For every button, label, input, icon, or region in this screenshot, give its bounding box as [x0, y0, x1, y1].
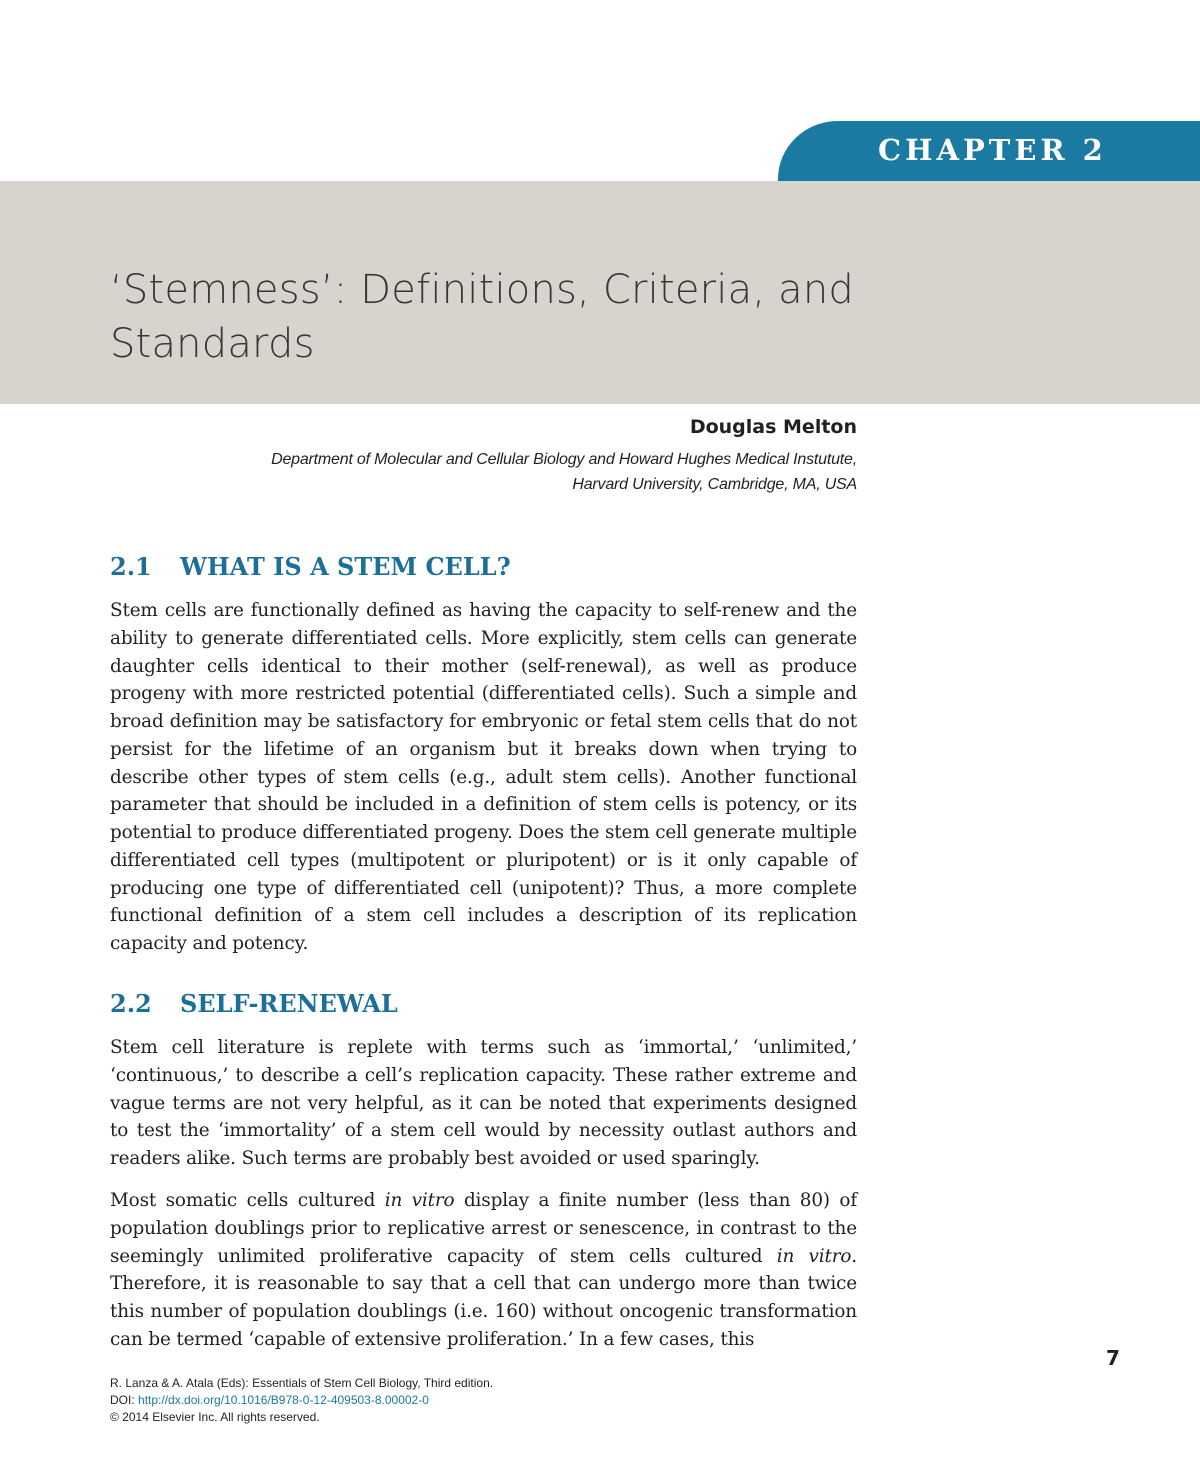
body-paragraph-in-vitro — [110, 1187, 857, 1354]
section-title: WHAT IS A STEM CELL? — [180, 552, 511, 581]
affiliation-line-2: Harvard University, Cambridge, MA, USA — [572, 476, 857, 493]
body-paragraph: Stem cell literature is replete with terms such as ‘immortal,’ ‘unlimited,’ ‘continuous,’ to describe a cell’s replication capacity. These rather extreme and vague terms are not very helpful, as it can be noted that experiments designed to test the ‘immortality’ of a stem cell would by necessity outlast authors and readers alike. Such terms are probably best avoided or used sparingly. — [110, 1037, 857, 1169]
doi-label: DOI: — [110, 1393, 139, 1407]
italic-term: in vitro — [776, 1245, 852, 1267]
affiliation-line-1: Department of Molecular and Cellular Biology and Howard Hughes Medical Instutute, — [271, 451, 857, 468]
section-heading-2-2 — [110, 989, 398, 1018]
author-name: Douglas Melton — [689, 416, 857, 438]
section-heading-2-1 — [110, 552, 511, 581]
text-run: . Therefore, it is reasonable to say that a cell that can undergo more than twice this number of population doublings (i.e. 160) without oncogenic transformation can be termed ‘capable of extensive proliferation.’ In a few cases, this — [110, 1245, 857, 1350]
section-title: SELF-RENEWAL — [180, 989, 398, 1018]
author-affiliation — [97, 447, 857, 497]
chapter-label: CHAPTER 2 — [878, 133, 1107, 167]
page-number: 7 — [1106, 1346, 1120, 1370]
footer-citation: R. Lanza & A. Atala (Eds): Essentials of Stem Cell Biology, Third edition. — [110, 1376, 494, 1390]
body-paragraph: Stem cells are functionally defined as having the capacity to self-renew and the ability to generate differentiated cells. More explicitly, stem cells can generate daughter cells identical to their mother (self-renewal), as well as produce progeny with more restricted potential (differentiated cells). Such a simple and broad definition may be satisfactory for embryonic or fetal stem cells that do not persist for the lifetime of an organism but it breaks down when trying to describe other types of stem cells (e.g., adult stem cells). Another functional parameter that should be included in a definition of stem cells is potency, or its potential to produce differentiated progeny. Does the stem cell generate multiple differentiated cell types (multipotent or pluripotent) or is it only capable of producing one type of differentiated cell (unipotent)? Thus, a more complete functional definition of a stem cell includes a description of its replication capacity and potency. — [110, 600, 857, 954]
text-run: Most somatic cells cultured — [110, 1190, 385, 1211]
text-run: display a finite number (less than 80) of population doublings prior to replicative arrest or senescence, in contrast to the seemingly unlimited proliferative capacity of stem cells cultured — [110, 1190, 857, 1267]
footer — [110, 1375, 493, 1426]
doi-link[interactable]: http://dx.doi.org/10.1016/B978-0-12-409503-8.00002-0 — [138, 1393, 429, 1407]
section-number: 2.1 — [110, 552, 152, 581]
footer-copyright: © 2014 Elsevier Inc. All rights reserved. — [110, 1410, 320, 1424]
italic-term: in vitro — [384, 1190, 455, 1211]
chapter-title: ‘Stemness’: Definitions, Criteria, and Standards — [110, 267, 855, 367]
section-number: 2.2 — [110, 989, 152, 1018]
footer-doi — [110, 1392, 493, 1409]
